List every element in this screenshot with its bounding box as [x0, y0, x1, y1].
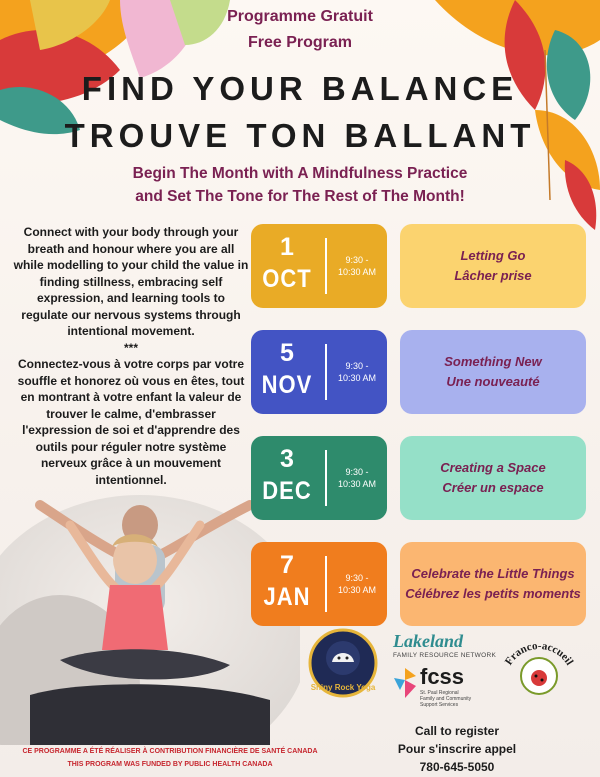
session-topic-fr: Célébrez les petits moments: [405, 586, 581, 601]
subtitle-line-1: Begin The Month with A Mindfulness Practice: [132, 165, 468, 182]
session-topic-fr: Lâcher prise: [454, 268, 532, 283]
subtitle-line-2: and Set The Tone for The Rest of The Month!: [135, 188, 465, 205]
session-time-end: 10:30 AM: [337, 585, 377, 595]
session-topic-en: Letting Go: [460, 248, 526, 263]
session-topic-en: Something New: [444, 354, 542, 369]
session-topic: [405, 564, 581, 604]
intro-separator: ***: [123, 340, 138, 355]
session-time-start: 9:30 -: [345, 573, 369, 583]
fcss-sub-2: Family and Community: [420, 696, 472, 702]
lakeland-logo: [393, 631, 503, 659]
session-day: 1: [280, 233, 294, 261]
session-divider: [325, 238, 327, 294]
footer-en: THIS PROGRAM WAS FUNDED BY PUBLIC HEALTH CANADA: [67, 761, 273, 768]
session-topic: [454, 246, 531, 286]
session-topic-card: [400, 330, 586, 414]
session-time-end: 10:30 AM: [337, 267, 377, 277]
session-time-start: 9:30 -: [345, 255, 369, 265]
session-day: 5: [280, 339, 294, 367]
session-date-card: [251, 436, 387, 520]
session-topic-fr: Une nouveauté: [446, 374, 540, 389]
register-phone[interactable]: 780-645-5050: [419, 760, 495, 774]
fcss-sub-1: St. Paul Regional: [420, 690, 459, 696]
register-block: [372, 722, 542, 776]
session-month: DEC: [262, 476, 312, 505]
session-time: [329, 254, 385, 278]
session-time-start: 9:30 -: [345, 361, 369, 371]
session-month: OCT: [262, 264, 312, 293]
franco-accueil-logo: [494, 630, 584, 710]
session-date-card: [251, 224, 387, 308]
session-topic-en: Celebrate the Little Things: [411, 566, 575, 581]
session-topic-card: [400, 542, 586, 626]
session-time: [329, 466, 385, 490]
franco-label: Franco-accueil: [502, 639, 576, 668]
session-topic-card: [400, 436, 586, 520]
session-date-card: [251, 542, 387, 626]
session-time-end: 10:30 AM: [337, 479, 377, 489]
session-day: 7: [280, 551, 294, 579]
intro-text: [12, 224, 250, 488]
session-time-end: 10:30 AM: [337, 373, 377, 383]
session-time-start: 9:30 -: [345, 467, 369, 477]
shiny-rock-label: Shiny Rock Yoga: [310, 683, 376, 692]
session-topic: [444, 352, 542, 392]
session-month: JAN: [263, 582, 311, 611]
session-time: [329, 572, 385, 596]
footer-fr: CE PROGRAMME A ÉTÉ RÉALISER À CONTRIBUTION FINANCIÈRE DE SANTÉ CANADA: [22, 748, 318, 755]
intro-fr: Connectez-vous à votre corps par votre souffle et honorez où vous en êtes, tout en montrant à votre enfant la valeur de trouver le calme, d'embrasser l'expression de soi et d'apprendre des outils pour réguler notre système nerveux grâce à un mouvement intentionnel.: [17, 357, 245, 487]
session-divider: [325, 556, 327, 612]
lakeland-sub: FAMILY RESOURCE NETWORK: [393, 652, 497, 659]
shiny-rock-yoga-logo: [308, 628, 378, 698]
session-divider: [325, 344, 327, 400]
register-line-1: Call to register: [414, 724, 500, 738]
fcss-logo: [394, 666, 504, 714]
fcss-mark-icon: [394, 668, 416, 698]
session-divider: [325, 450, 327, 506]
session-date-card: [251, 330, 387, 414]
intro-en: Connect with your body through your breath and honour where you are all while modelling to your child the value in finding stillness, embracing self expression, and learning tools to regulate our nervous systems through intentional movement.: [13, 225, 249, 338]
session-topic: [440, 458, 546, 498]
title-en: FIND YOUR BALANCE: [81, 70, 519, 107]
session-day: 3: [280, 445, 294, 473]
title-fr: TROUVE TON BALLANT: [64, 117, 536, 154]
session-topic-card: [400, 224, 586, 308]
lakeland-name: Lakeland: [393, 631, 463, 651]
session-month: NOV: [261, 370, 313, 399]
session-topic-fr: Créer un espace: [442, 480, 544, 495]
register-line-2: Pour s'inscrire appel: [397, 742, 517, 756]
program-label-en: Free Program: [247, 34, 353, 51]
fcss-text: fcss: [420, 664, 465, 689]
session-time: [329, 360, 385, 384]
program-label-fr: Programme Gratuit: [227, 8, 373, 25]
fcss-sub-3: Support Services: [420, 702, 459, 708]
session-topic-en: Creating a Space: [440, 460, 546, 475]
